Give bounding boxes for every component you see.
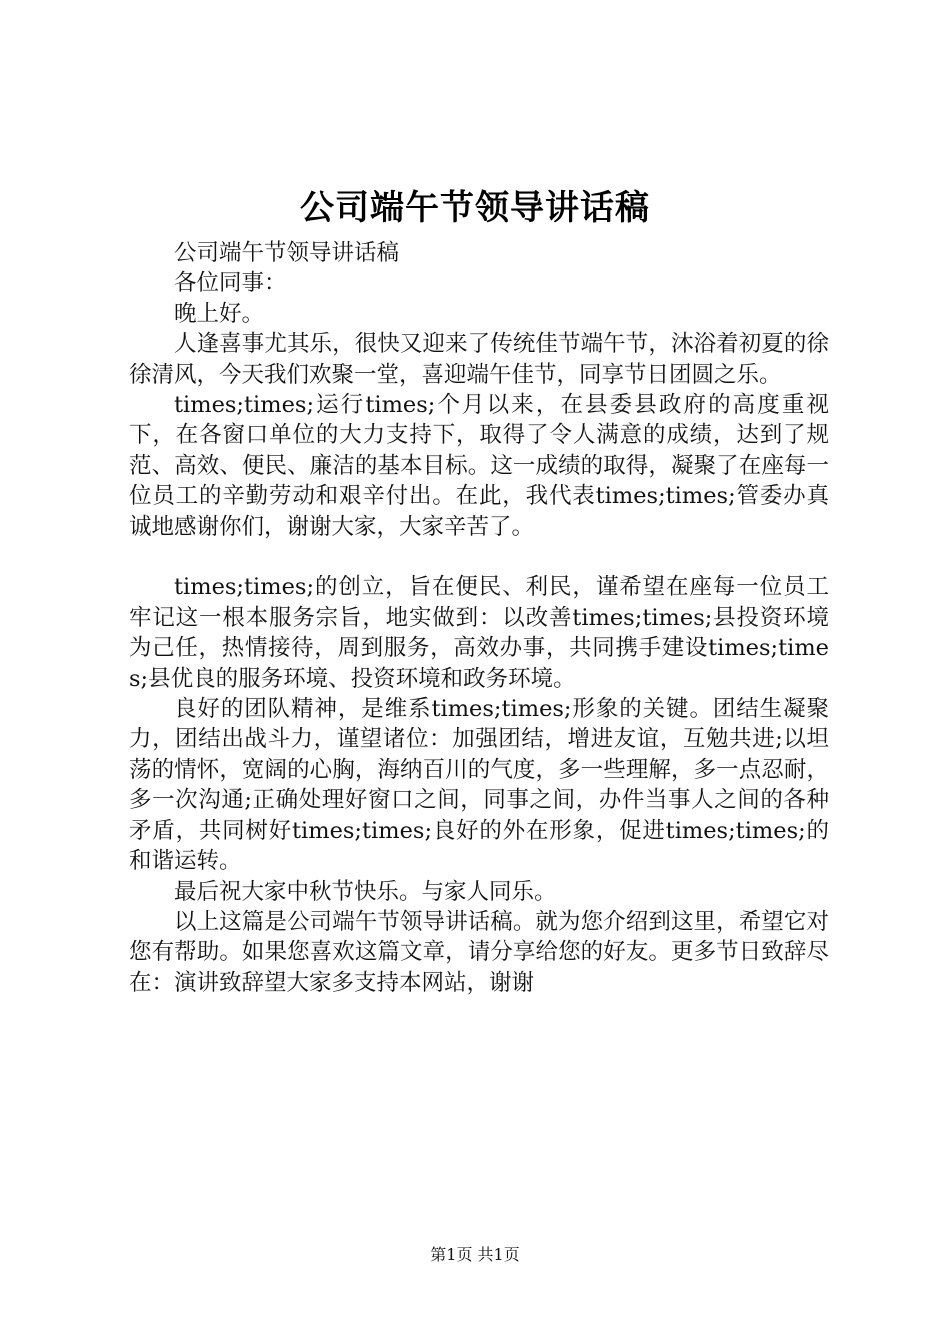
document-title: 公司端午节领导讲话稿 (300, 188, 650, 228)
paragraph-closing-wishes: 最后祝大家中秋节快乐。与家人同乐。 (174, 878, 557, 905)
paragraph-subtitle: 公司端午节领导讲话稿 (174, 240, 400, 266)
paragraph-achievements: times;times;运行times;个月以来，在县委县政府的高度重视下，在各窗口单位的大力支持下，取得了令人满意的成绩，达到了规范、高效、便民、廉洁的基本目标。这一成绩的取得，凝聚了在座每一位员工的辛勤劳动和艰辛付出。在此，我代表times;times;管委办真诚地感谢你们，谢谢大家，大家辛苦了。 (129, 392, 829, 540)
paragraph-greeting: 晚上好。 (174, 300, 265, 327)
paragraph-opening: 人逢喜事尤其乐，很快又迎来了传统佳节端午节，沐浴着初夏的徐徐清风，今天我们欢聚一堂，喜迎端午佳节，同享节日团圆之乐。 (129, 331, 829, 388)
paragraph-site-note: 以上这篇是公司端午节领导讲话稿。就为您介绍到这里，希望它对您有帮助。如果您喜欢这篇文章，请分享给您的好友。更多节日致辞尽在：演讲致辞望大家多支持本网站，谢谢 (129, 908, 829, 996)
document-body (129, 238, 829, 998)
paragraph-salutation: 各位同事： (174, 270, 287, 297)
page-number-footer: 第1页 共1页 (430, 1245, 520, 1264)
paragraph-mission: times;times;的创立，旨在便民、利民，谨希望在座每一位员工牢记这一根本服务宗旨，地实做到：以改善times;times;县投资环境为己任，热情接待，周到服务，高效办事，共同携手建设times;times;县优良的服务环境、投资环境和政务环境。 (129, 574, 829, 692)
paragraph-team-spirit: 良好的团队精神，是维系times;times;形象的关键。团结生凝聚力，团结出战斗力，谨望诸位：加强团结，增进友谊，互勉共进;以坦荡的情怀，宽阔的心胸，海纳百川的气度，多一些理解，多一点忍耐，多一次沟通;正确处理好窗口之间，同事之间，办件当事人之间的各种矛盾，共同树好times;times;良好的外在形象，促进times;times;的和谐运转。 (129, 696, 829, 875)
